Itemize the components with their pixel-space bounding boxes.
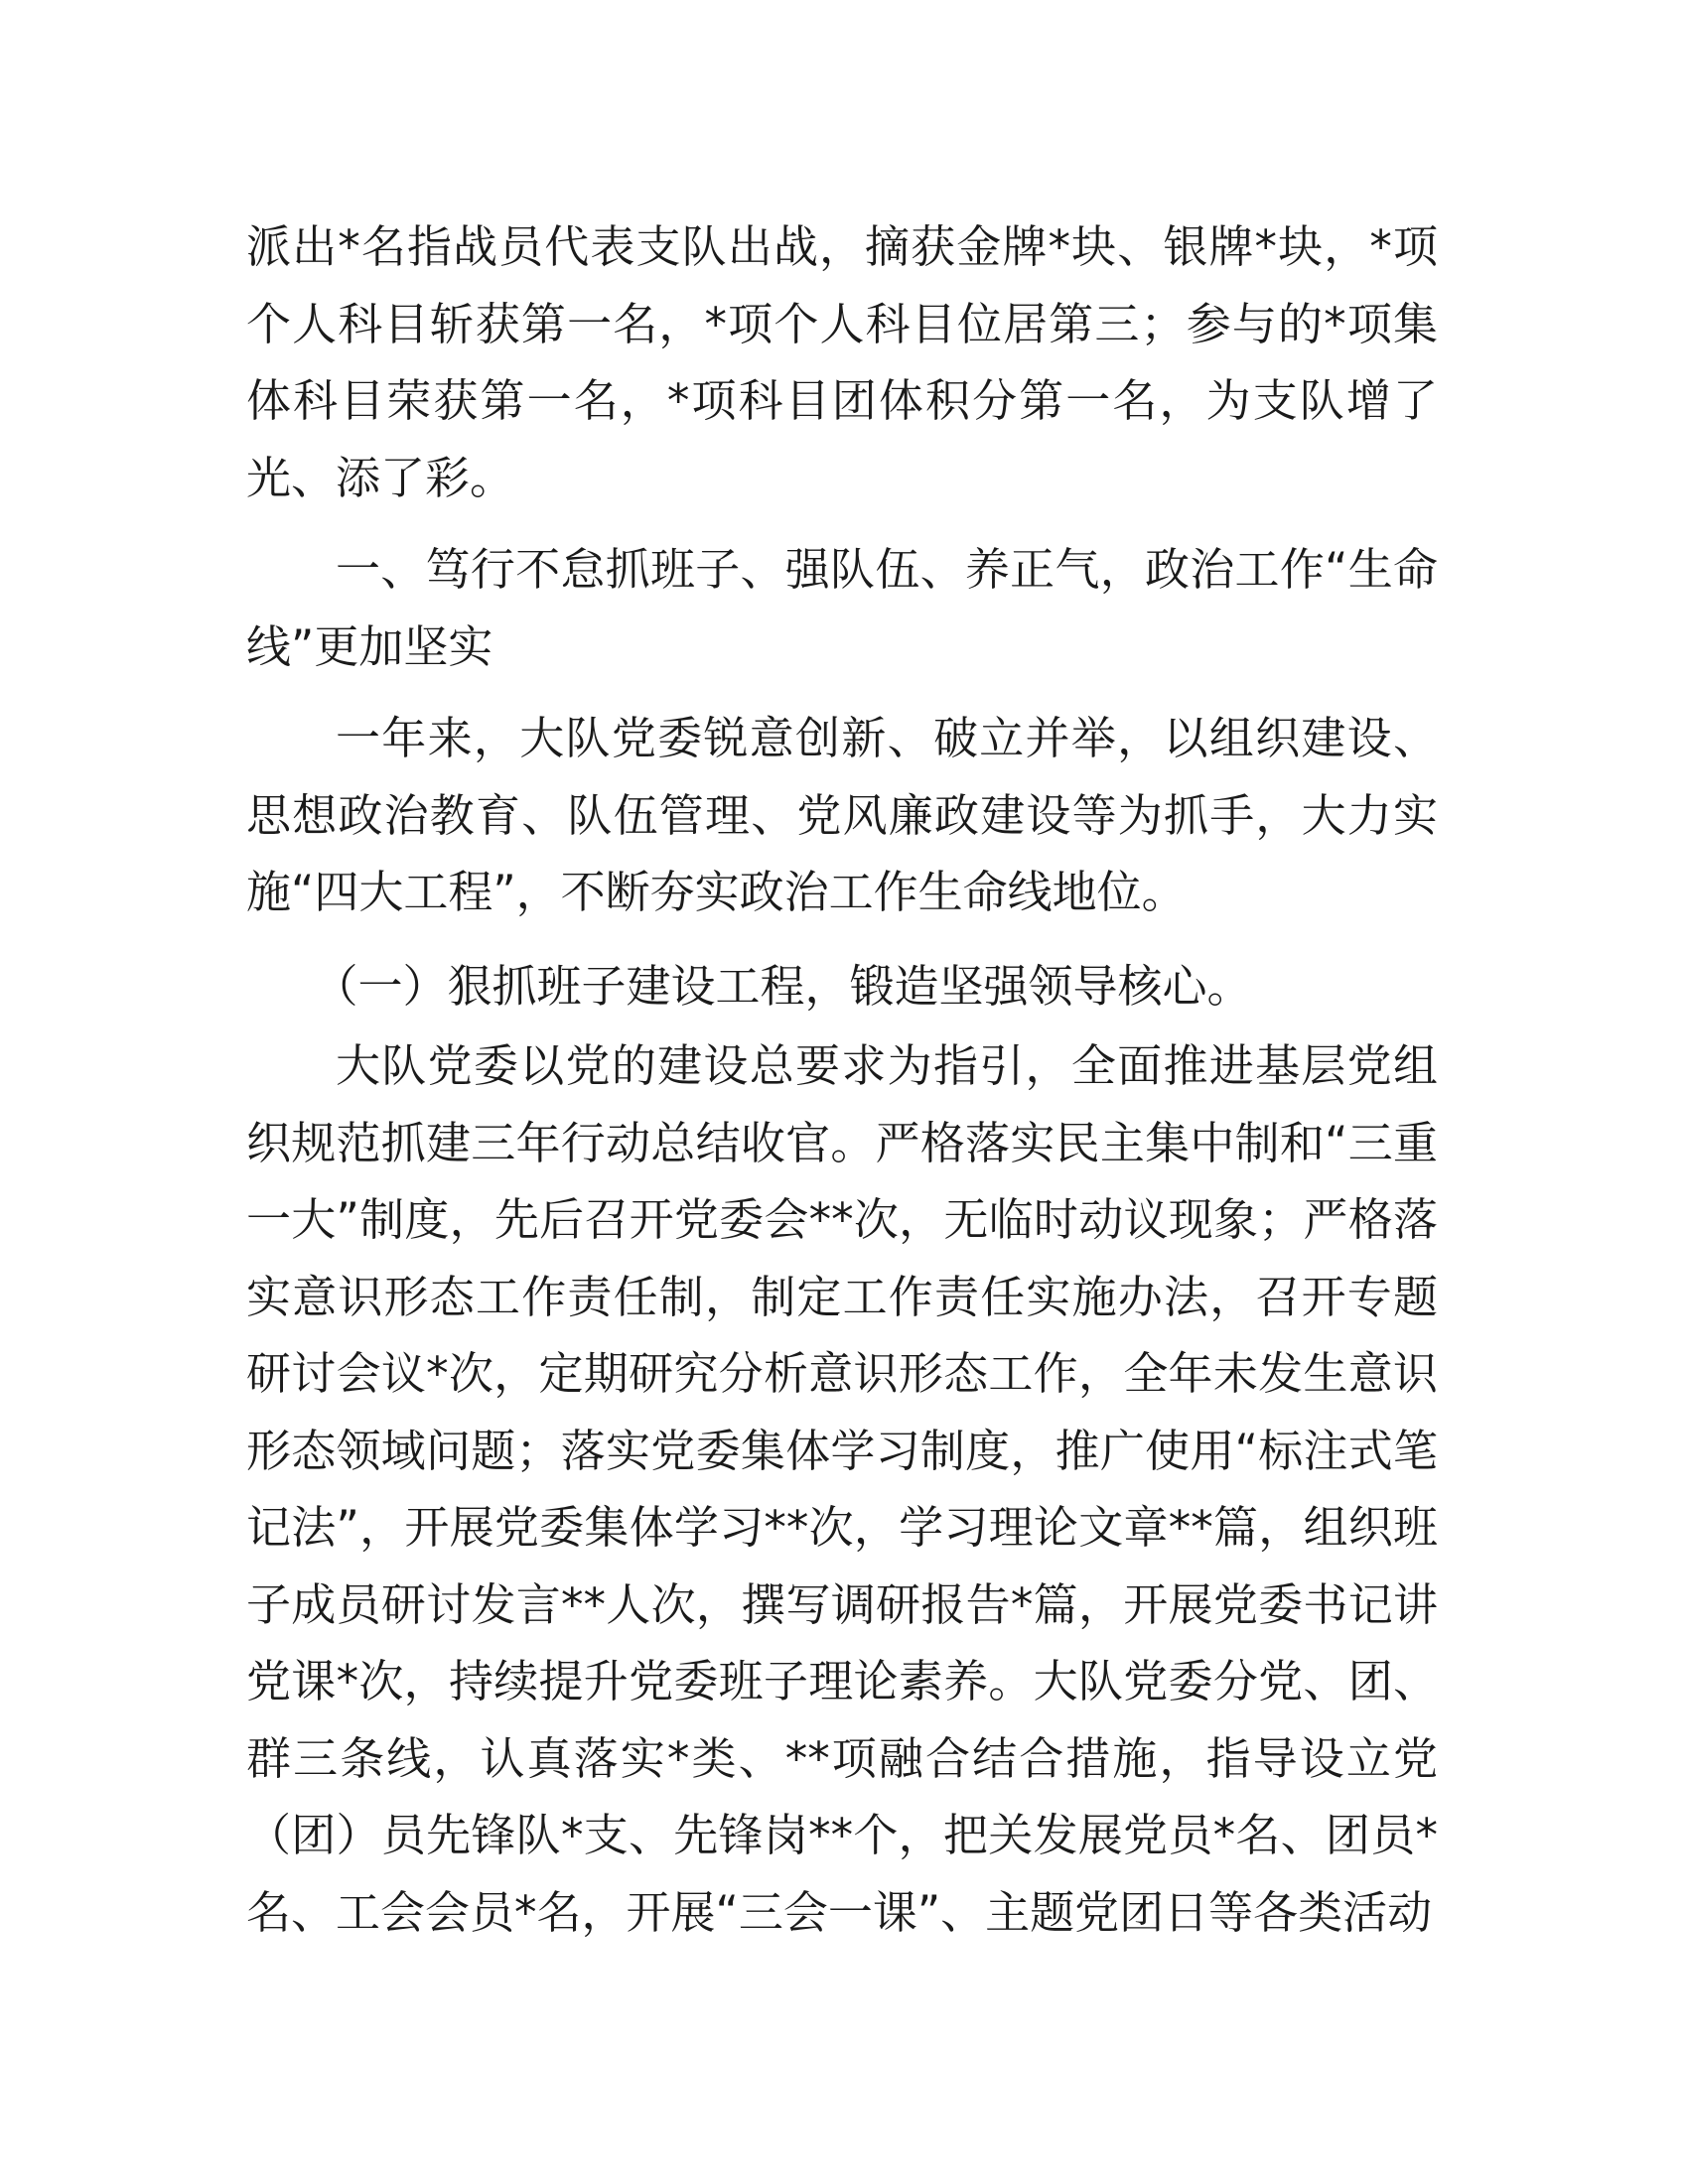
subsection-heading-one: （一）狠抓班子建设工程，锻造坚强领导核心。 xyxy=(313,960,1252,1013)
section-heading-block xyxy=(246,531,1438,685)
body-paragraph: 大队党委以党的建设总要求为指引，全面推进基层党组织规范抓建三年行动总结收官。严格落实民主集中制和“三重一大”制度，先后召开党委会**次，无临时动议现象；严格落实意识形态工作责任制，制定工作责任实施办法，召开专题研讨会议*次，定期研究分析意识形态工作，全年未发生意识形态领域问题；落实党委集体学习制度，推广使用“标注式笔记法”，开展党委集体学习**次，学习理论文章**篇，组织班子成员研讨发言**人次，撰写调研报告*篇，开展党委书记讲党课*次，持续提升党委班子理论素养。大队党委分党、团、群三条线，认真落实*类、**项融合结合措施，指导设立党（团）员先锋队*支、先锋岗**个，把关发展党员*名、团员*名、工会会员*名，开展“三会一课”、主题党团日等各类活动 xyxy=(246,1039,1438,1939)
body-paragraph-block xyxy=(246,1027,1438,1951)
subsection-heading-block xyxy=(246,948,1438,1025)
section-heading-one: 一、笃行不怠抓班子、强队伍、养正气，政治工作“生命线”更加坚实 xyxy=(246,543,1438,673)
intro-paragraph: 一年来，大队党委锐意创新、破立并举，以组织建设、思想政治教育、队伍管理、党风廉政建设等为抓手，大力实施“四大工程”，不断夯实政治工作生命线地位。 xyxy=(246,712,1438,918)
continuation-paragraph-block xyxy=(246,208,1438,516)
intro-paragraph-block xyxy=(246,700,1438,931)
continuation-paragraph: 派出*名指战员代表支队出战，摘获金牌*块、银牌*块，*项个人科目斩获第一名，*项个人科目位居第三；参与的*项集体科目荣获第一名，*项科目团体积分第一名，为支队增了光、添了彩。 xyxy=(246,220,1438,504)
